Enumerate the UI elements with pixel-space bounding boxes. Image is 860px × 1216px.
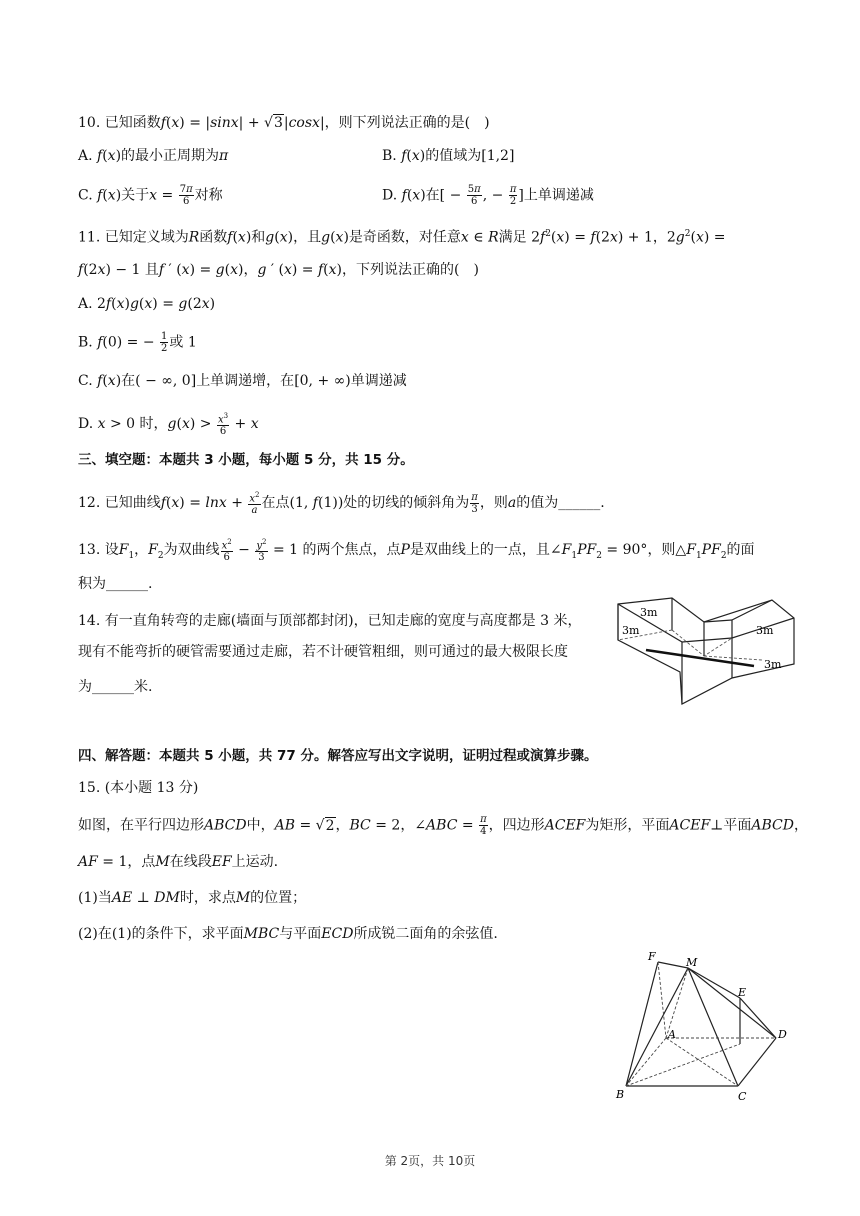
q15-header: 15. (本小题 13 分) (78, 780, 199, 796)
q13-mid3: 是双曲线上的一点，且 (409, 542, 550, 559)
corridor-figure (612, 594, 802, 710)
q11-option-c: C. f(x)在( − ∞, 0]上单调递增，在[0, + ∞)单调递减 (78, 373, 407, 389)
q15-p2b: 与平面 (279, 926, 322, 942)
q13-mid4: ，则△ (647, 542, 687, 559)
q15-l1g: ⊥平面 (710, 817, 752, 834)
q11-l1f: 满足 (498, 229, 527, 246)
q15-part1: (1)当AE ⊥ DM时，求点M的位置； (78, 890, 307, 906)
q11-l1c: 和 (251, 229, 266, 246)
q15-line1: 如图，在平行四边形ABCD中，AB = √2，BC = 2，∠ABC = $\frac{\pi}{4}$ ，四边形ACEF为矩形，平面ACEF⊥平面ABCD， (78, 814, 808, 837)
q10-prefix: 10. 已知函数 (78, 115, 161, 131)
q10-c-text1: 关于 (121, 187, 150, 204)
label-3m-2: 3m (622, 624, 640, 637)
label-A: A (668, 1028, 676, 1041)
q15-p2a: (2)在(1)的条件下，求平面 (78, 926, 244, 942)
q15-l1h: ， (793, 817, 808, 834)
label-3m-3: 3m (756, 624, 774, 637)
label-B: B (616, 1088, 625, 1101)
q15-l1b: 中， (246, 817, 275, 834)
q11-l2c: ，下列说法正确的( ) (342, 262, 479, 278)
q12-suffix: 的值为______. (516, 495, 605, 512)
label-C: C (738, 1090, 747, 1103)
q13-mid1: 为双曲线 (163, 542, 220, 559)
q15-p1a: (1)当 (78, 890, 112, 906)
q10-c-text2: 对称 (194, 187, 223, 204)
q11-option-b: B. f(0) = − $\frac{1}{2}$ 或 1 (78, 331, 197, 354)
q13-mid2: 的两个焦点，点 (302, 542, 401, 559)
section-4-heading: 四、解答题：本题共 5 小题，共 77 分。解答应写出文字说明，证明过程或演算步骤。 (78, 748, 598, 764)
q11-option-a: A. 2f(x)g(x) = g(2x) (78, 296, 216, 312)
q15-l1d: ， (400, 817, 415, 834)
q15-part2: (2)在(1)的条件下，求平面MBC与平面ECD所成锐二面角的余弦值. (78, 926, 498, 942)
q11-stem-line1: 11. 已知定义域为R函数f(x)和g(x)，且g(x)是奇函数，对任意x ∈ R满足 $2f^2(x) = f(2x) + 1$，$2g^2(x)$ = (78, 229, 726, 246)
q11-c-text3: 单调递减 (350, 373, 407, 389)
q12-prefix: 12. 已知曲线 (78, 495, 161, 512)
q14-line3: 为______米. (78, 679, 153, 695)
q14-line2: 现有不能弯折的硬管需要通过走廊，若不计硬管粗细，则可通过的最大极限长度 (78, 644, 568, 660)
label-3m-4: 3m (764, 658, 782, 671)
q13-line2: 积为______. (78, 576, 153, 592)
q12: 12. 已知曲线f(x) = lnx + $\frac{x^2}{a}$ 在点(1, f(1))处的切线的倾斜角为 $\frac{\pi}{3}$ ，则a的值为______. (78, 491, 605, 517)
q11-stem-line2: f(2x) − 1 且f ′ (x) = g(x)，g ′ (x) = f(x)，下列说法正确的( ) (78, 262, 479, 278)
q15-l1a: 如图，在平行四边形 (78, 817, 204, 834)
q11-b-suffix: 或 1 (169, 334, 197, 351)
q10-b-text: 的值域为 (425, 148, 482, 164)
q10-option-b: B. f(x)的值域为[1,2] (382, 148, 515, 164)
page-footer: 第 2页，共 10页 (384, 1154, 476, 1168)
q15-l1f: 为矩形，平面 (585, 817, 670, 834)
q11-l1e: 是奇函数，对任意 (348, 229, 461, 246)
q12-mid: 在点 (261, 495, 290, 512)
q11-l1b: 函数 (199, 229, 228, 246)
q15-p1c: 的位置； (250, 890, 307, 906)
q11-l1a: 11. 已知定义域为 (78, 229, 189, 246)
q12-mid2: 处的切线的倾斜角为 (343, 495, 470, 512)
q10-d-text2: 上单调递减 (523, 187, 594, 204)
label-D: D (778, 1028, 787, 1041)
q15-p2c: 所成锐二面角的余弦值. (353, 926, 498, 942)
q13-mid5: 的面 (726, 542, 755, 559)
q11-c-text1: 在 (121, 373, 136, 389)
q11-c-text2: 上单调递增，在 (196, 373, 295, 389)
q15-l2c: 上运动. (231, 854, 279, 870)
q10-option-d: D. f(x)在[ − $\frac{5\pi}{6}$ , − $\frac{\pi}{2}$ ]上单调递减 (382, 184, 594, 207)
q10-stem: 10. 已知函数f(x) = |sinx| + √3|cosx|，则下列说法正确的是( ) (78, 115, 490, 131)
label-E: E (738, 986, 747, 999)
q11-option-d: D. x > 0 时，g(x) > $\frac{x^3}{6}$ + x (78, 412, 259, 438)
q15-l1c: ， (335, 817, 350, 834)
q11-l1d: ，且 (293, 229, 322, 246)
q10-option-c: C. f(x)关于x = $\frac{7\pi}{6}$ 对称 (78, 184, 223, 207)
q10-suffix: ，则下列说法正确的是( ) (324, 115, 490, 131)
q11-l2b: ， (243, 262, 258, 278)
q13-prefix: 13. 设 (78, 542, 119, 559)
q15-l2b: 在线段 (169, 854, 212, 870)
q13-line1: 13. 设$F_1$，$F_2$为双曲线 $\frac{x^2}{6}$ − $\frac{y^2}{3}$ = 1 的两个焦点，点P是双曲线上的一点，且$\angle F_1PF_2 = 90^\circ$，则$\triangle F_1PF_2$的面 (78, 538, 755, 564)
label-M: M (686, 956, 698, 969)
q12-mid3: ，则 (479, 495, 508, 512)
q15-p1b: 时，求点 (179, 890, 236, 906)
q11-l2a: 且 (144, 262, 159, 278)
label-F: F (648, 950, 656, 963)
q10-d-text1: 在 (425, 187, 440, 204)
section-3-heading: 三、填空题：本题共 3 小题，每小题 5 分，共 15 分。 (78, 452, 414, 468)
label-3m-1: 3m (640, 606, 658, 619)
q11-d-text1: 时， (139, 416, 168, 433)
q10-a-text: 的最小正周期为 (121, 148, 220, 164)
q15-l2a: ，点 (127, 854, 156, 870)
q10-option-a: A. f(x)的最小正周期为π (78, 148, 229, 164)
q14-line1: 14. 有一直角转弯的走廊(墙面与顶部都封闭)，已知走廊的宽度与高度都是 3 米， (78, 613, 582, 629)
q15-line2: AF = 1，点M在线段EF上运动. (78, 854, 279, 870)
q15-l1e: ，四边形 (488, 817, 545, 834)
geometry-figure (610, 946, 800, 1106)
